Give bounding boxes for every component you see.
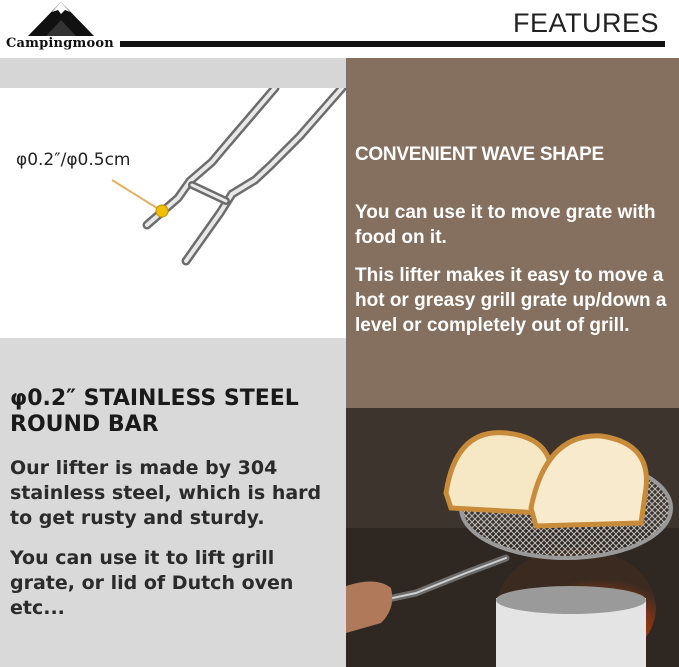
wave-shape-paragraph-1: You can use it to move grate with food on it. [355, 202, 656, 248]
material-paragraph-2: You can use it to lift grill grate, or lid of Dutch oven etc... [10, 547, 294, 619]
dimension-label: φ0.2″/φ0.5cm [16, 150, 131, 170]
wave-shape-panel [346, 58, 679, 408]
brand-name: Campingmoon [6, 36, 114, 51]
grey-strip [0, 58, 346, 88]
wave-shape-title: CONVENIENT WAVE SHAPE [355, 144, 604, 165]
lifter-diagram [0, 88, 346, 338]
material-paragraph-1: Our lifter is made by 304 stainless steel, which is hard to get rusty and sturdy. [10, 457, 322, 529]
dimension-marker [156, 205, 168, 217]
section-title: FEATURES [512, 8, 659, 38]
header-rule [120, 41, 665, 47]
toast-on-grate-photo [346, 408, 679, 667]
mountain-icon [28, 2, 94, 36]
brand-logo [6, 2, 118, 52]
dimension-pointer [112, 180, 160, 210]
wave-shape-paragraph-2: This lifter makes it easy to move a hot or greasy grill grate up/down a level or completely out of grill. [355, 265, 667, 336]
lifter-rod-illustration [0, 88, 346, 338]
material-panel [0, 338, 346, 667]
page-header [0, 0, 679, 58]
product-photo [346, 408, 679, 667]
material-title: φ0.2″ STAINLESS STEEL ROUND BAR [10, 386, 299, 437]
